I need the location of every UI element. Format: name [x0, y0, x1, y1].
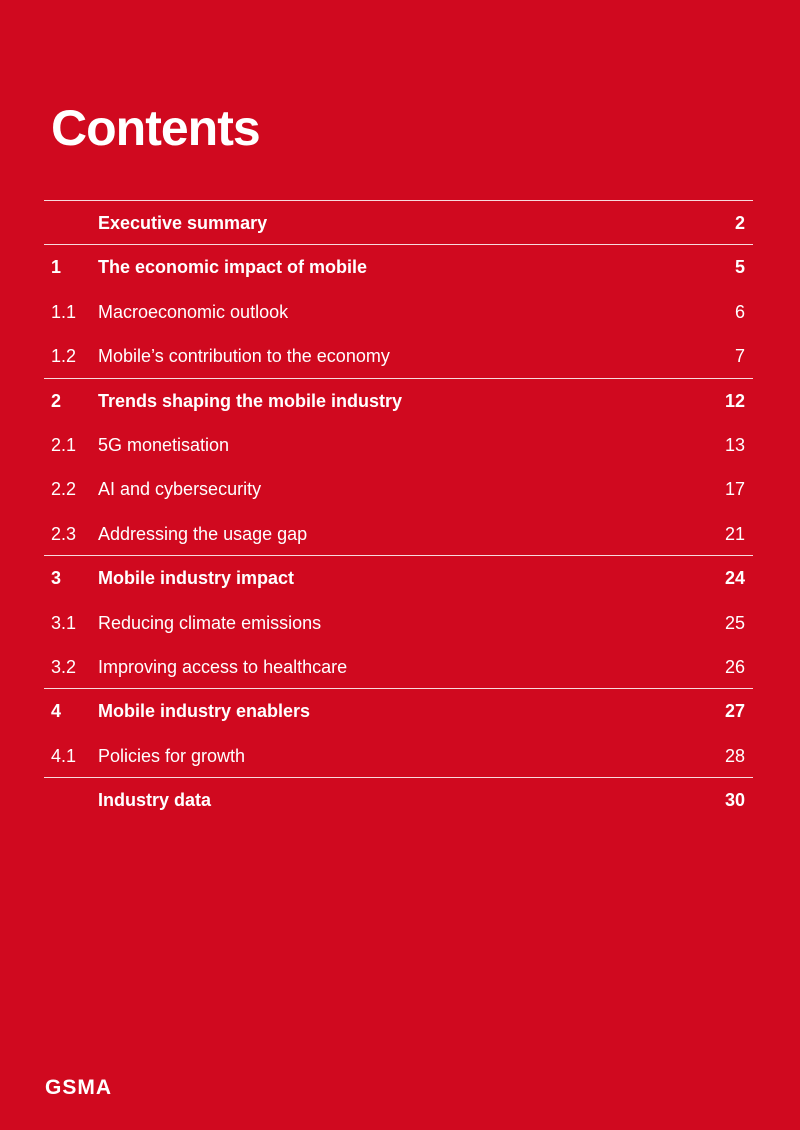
toc-section-title[interactable]: The economic impact of mobile	[98, 257, 368, 278]
toc-section-title[interactable]: Industry data	[98, 790, 212, 811]
toc-section-title[interactable]: Macroeconomic outlook	[98, 301, 289, 322]
toc-section-title[interactable]: Mobile’s contribution to the economy	[98, 346, 390, 367]
page-title: Contents	[51, 100, 260, 156]
toc-page-number: 27	[724, 701, 745, 722]
table-of-contents	[44, 200, 753, 822]
toc-row[interactable]	[44, 778, 753, 822]
toc-page-number: 7	[734, 346, 745, 367]
toc-section-number: 1.2	[51, 346, 77, 367]
toc-section-title[interactable]: Policies for growth	[98, 745, 246, 766]
toc-page-number: 2	[734, 213, 745, 233]
toc-section-title[interactable]: 5G monetisation	[98, 434, 230, 455]
toc-section-number: 4.1	[51, 745, 77, 766]
toc-section-number: 3.2	[51, 656, 77, 677]
toc-section-title[interactable]: Addressing the usage gap	[98, 523, 308, 544]
toc-page-number: 12	[724, 390, 745, 411]
toc-section-title[interactable]: Executive summary	[98, 213, 268, 233]
toc-row[interactable]	[44, 334, 753, 378]
toc-section-number: 2.3	[51, 523, 77, 544]
toc-section-number: 3.1	[51, 612, 77, 633]
toc-row[interactable]	[44, 689, 753, 733]
toc-page-number: 13	[724, 434, 745, 455]
toc-page-number: 30	[724, 790, 745, 811]
toc-section-number: 1	[51, 257, 62, 278]
toc-section-title[interactable]: Mobile industry impact	[98, 568, 295, 589]
toc-row[interactable]	[44, 734, 753, 778]
toc-row[interactable]	[44, 245, 753, 289]
toc-section-number: 2.1	[51, 434, 77, 455]
toc-section-title[interactable]: Reducing climate emissions	[98, 612, 322, 633]
toc-page-number: 28	[724, 745, 745, 766]
toc-section-title[interactable]: AI and cybersecurity	[98, 479, 262, 500]
toc-section-title[interactable]: Improving access to healthcare	[98, 656, 348, 677]
toc-section-title[interactable]: Trends shaping the mobile industry	[98, 390, 403, 411]
toc-row[interactable]	[44, 512, 753, 556]
toc-page-number: 26	[724, 656, 745, 677]
toc-row[interactable]	[44, 290, 753, 334]
toc-row[interactable]	[44, 201, 753, 245]
toc-row[interactable]	[44, 423, 753, 467]
toc-page-number: 25	[724, 612, 745, 633]
toc-row[interactable]	[44, 601, 753, 645]
gsma-logo: GSMA	[45, 1076, 112, 1099]
toc-page-number: 24	[724, 568, 745, 589]
toc-row[interactable]	[44, 467, 753, 511]
toc-section-number: 2	[51, 390, 62, 411]
toc-section-title[interactable]: Mobile industry enablers	[98, 701, 311, 722]
toc-section-number: 3	[51, 568, 62, 589]
toc-section-number: 1.1	[51, 301, 77, 322]
toc-row[interactable]	[44, 556, 753, 600]
toc-section-number: 4	[51, 701, 62, 722]
toc-page-number: 17	[724, 479, 745, 500]
toc-page-number: 6	[734, 301, 745, 322]
toc-page-number: 21	[724, 523, 745, 544]
toc-page-number: 5	[734, 257, 745, 278]
toc-row[interactable]	[44, 379, 753, 423]
toc-row[interactable]	[44, 645, 753, 689]
toc-section-number: 2.2	[51, 479, 77, 500]
